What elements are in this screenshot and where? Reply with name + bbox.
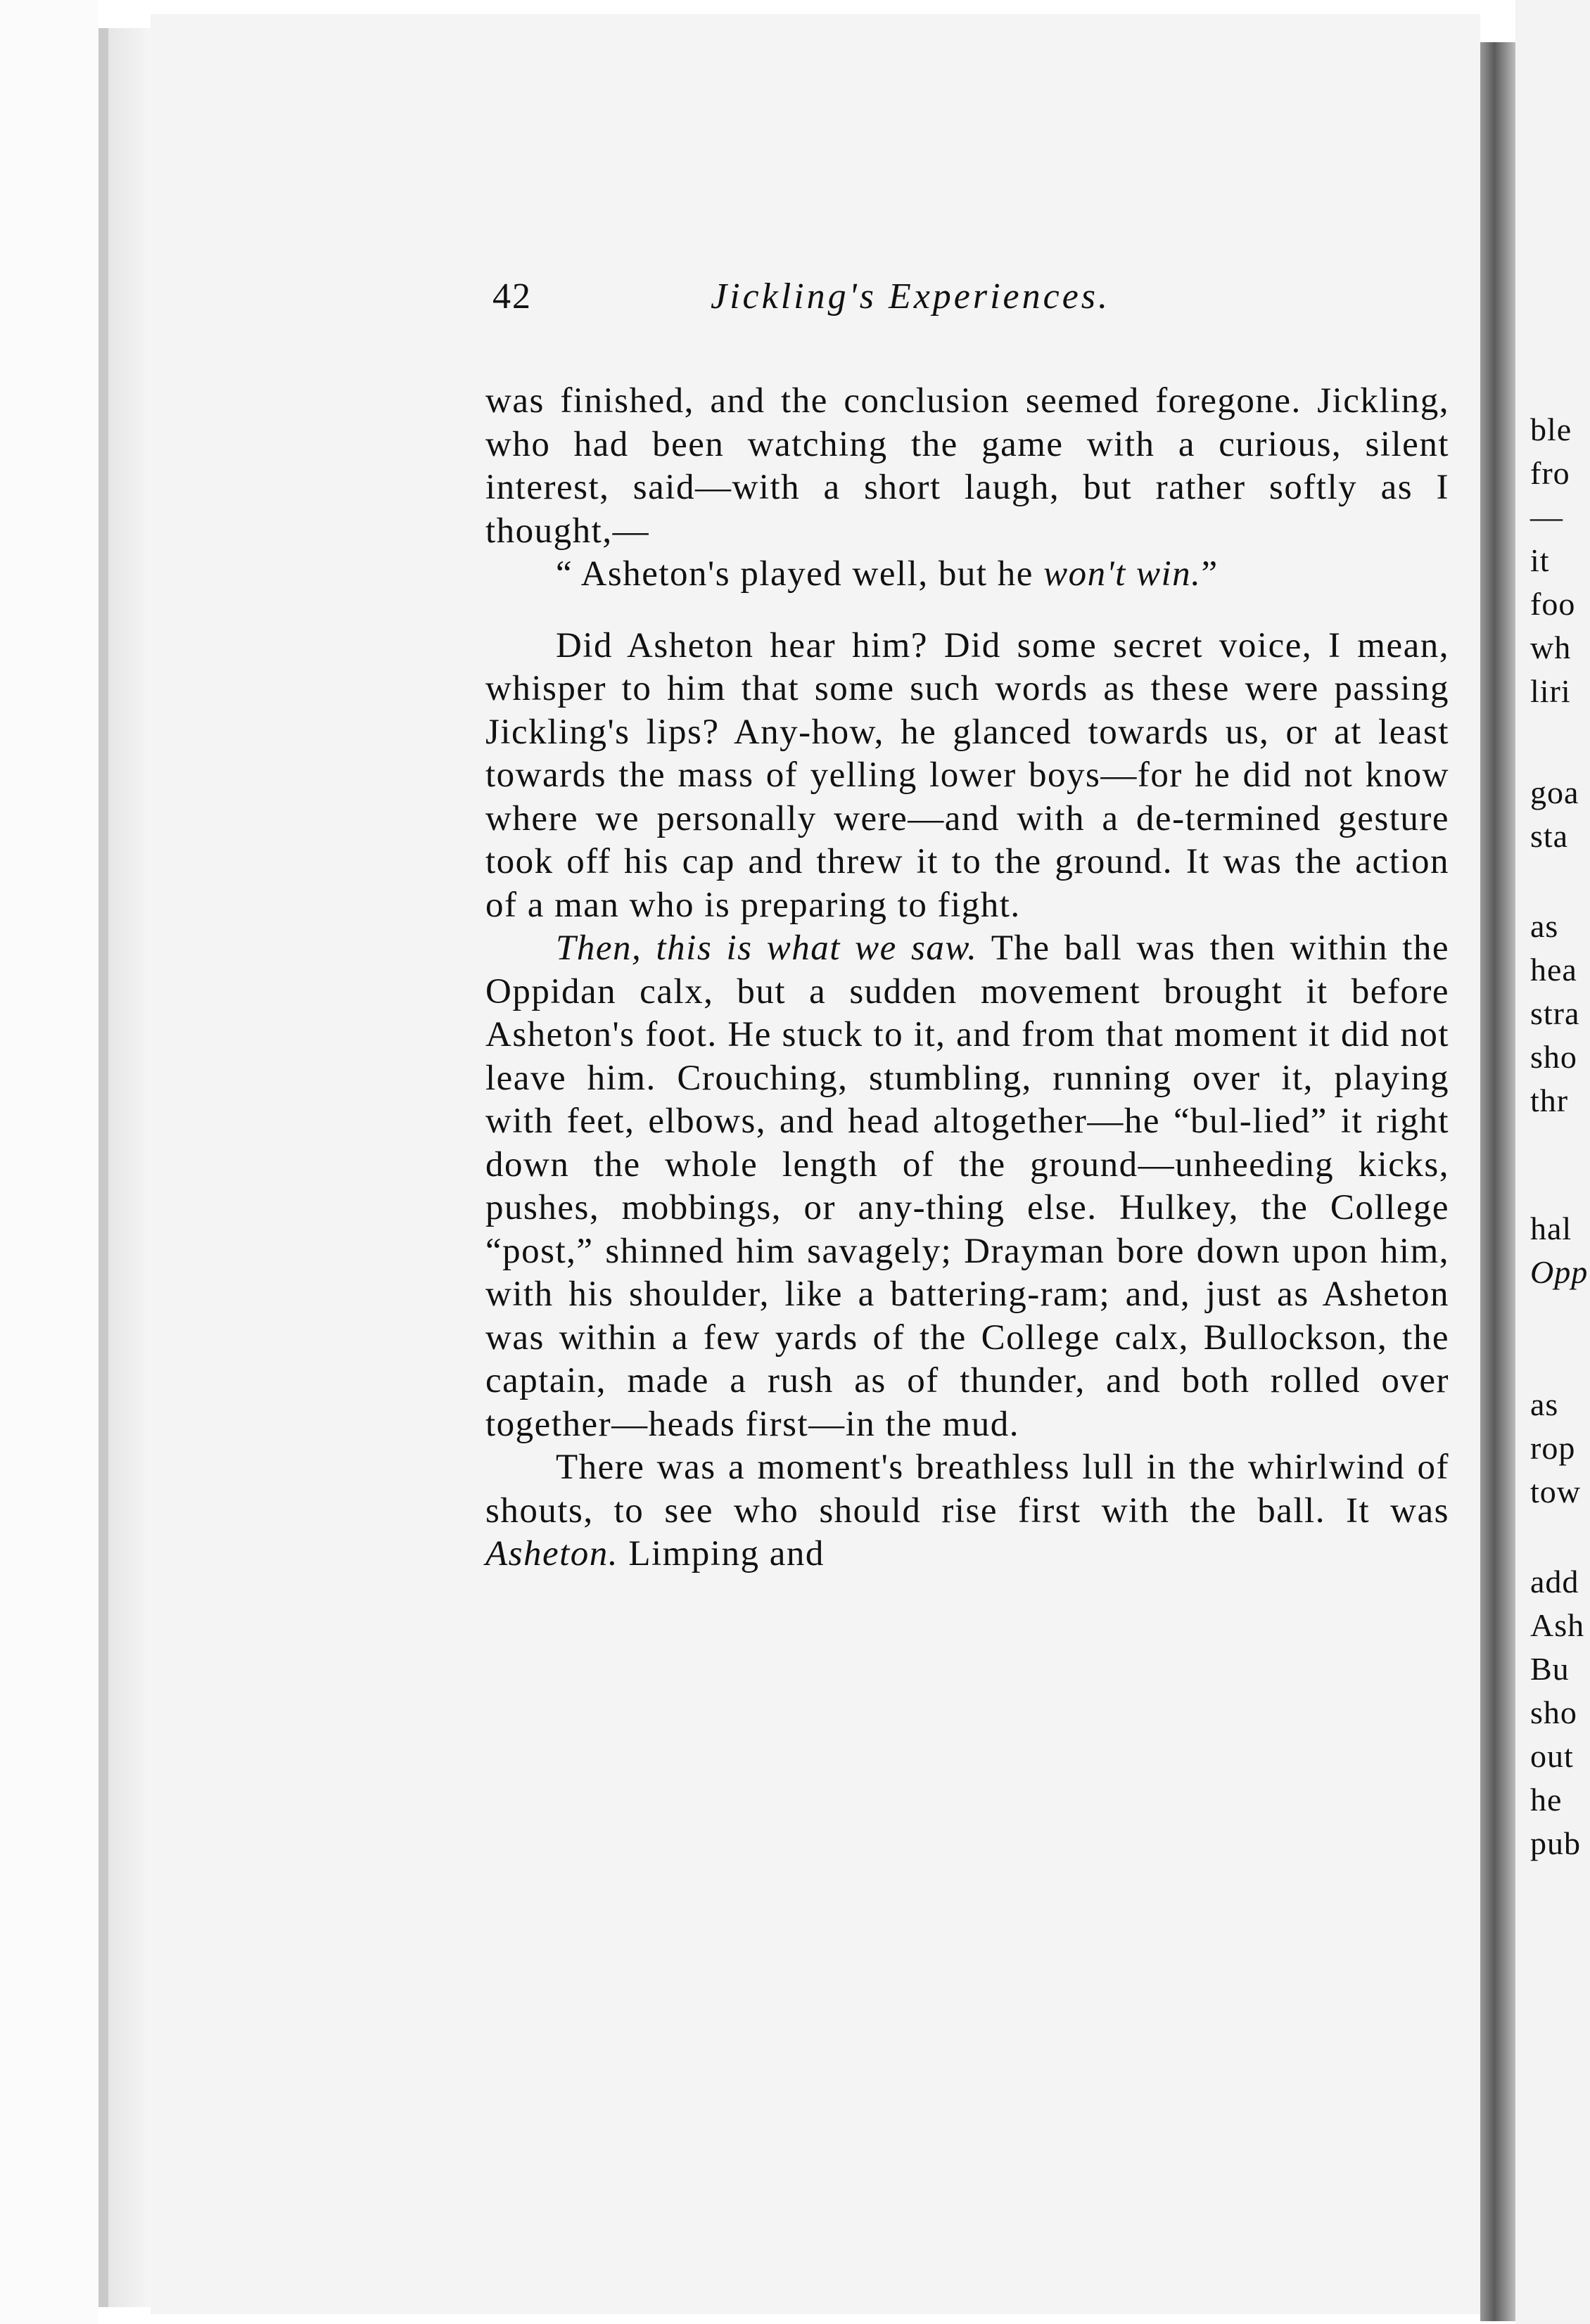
left-margin bbox=[0, 0, 98, 2324]
facing-page-fragment: stra bbox=[1530, 995, 1580, 1031]
facing-page-fragment: liri bbox=[1530, 673, 1571, 709]
facing-page-fragment: hal bbox=[1530, 1211, 1572, 1246]
quoted-speech: “ Asheton's played well, but he won't win.” bbox=[556, 554, 1219, 594]
facing-page-fragment: tow bbox=[1530, 1474, 1581, 1509]
facing-page-fragment: goa bbox=[1530, 774, 1579, 810]
facing-page-fragment: — bbox=[1530, 499, 1563, 535]
running-title: Jickling's Experiences. bbox=[711, 276, 1111, 317]
facing-page-fragment: sta bbox=[1530, 818, 1569, 854]
facing-page-fragment: it bbox=[1530, 542, 1550, 578]
facing-page-fragment: Opp bbox=[1530, 1254, 1589, 1290]
facing-page-fragment: he bbox=[1530, 1782, 1563, 1818]
page-header bbox=[492, 276, 1266, 325]
facing-page-fragment: pub bbox=[1530, 1825, 1581, 1861]
facing-page-fragment: as bbox=[1530, 1386, 1559, 1422]
facing-page-fragment: fro bbox=[1530, 455, 1570, 491]
paragraph: Did Asheton hear him? Did some secret voice, I mean, whisper to him that some such words as these were passing Jickling's lips? Any-how, he glanced towards us, or at least towards the mass of yelling lower boys—for he did not know where we personally were—and with a de-termined gesture took off his cap and threw it to the ground. It was the action of a man who is preparing to fight. bbox=[485, 625, 1449, 925]
facing-page-fragment: thr bbox=[1530, 1083, 1569, 1118]
page-shadow-left bbox=[108, 28, 151, 2307]
paragraph: Then, this is what we saw. The ball was then within the Oppidan calx, but a sudden movement brought it before Asheton's foot. He stuck to it, and from that moment it did not leave him. Crouching, stumbling, running over it, playing with feet, elbows, and head altogether—he “bul-lied” it right down the whole length of the ground—unheeding kicks, pushes, mobbings, or any-thing else. Hulkey, the College “post,” shinned him savagely; Drayman bore down upon him, with his shoulder, like a battering-ram; and, just as Asheton was within a few yards of the College calx, Bullockson, the captain, made a rush as of thunder, and both rolled over together—heads first—in the mud. bbox=[485, 928, 1450, 1444]
facing-page-fragment: hea bbox=[1530, 952, 1577, 988]
paragraph: was finished, and the conclusion seemed foregone. Jickling, who had been watching the game with a curious, silent interest, said—with a short laugh, but rather softly as I thought,— bbox=[485, 381, 1449, 551]
facing-page-fragment: sho bbox=[1530, 1694, 1577, 1730]
facing-page-fragment: sho bbox=[1530, 1039, 1577, 1075]
facing-page-fragment: rop bbox=[1530, 1430, 1576, 1466]
paragraph: There was a moment's breathless lull in the whirlwind of shouts, to see who should rise first with the ball. It was Asheton. Limping and bbox=[485, 1448, 1449, 1573]
facing-page-fragment: wh bbox=[1530, 630, 1572, 665]
facing-page-fragment: out bbox=[1530, 1738, 1574, 1774]
facing-page-fragment: ble bbox=[1530, 411, 1572, 447]
previous-page-edge bbox=[98, 28, 108, 2307]
page-number: 42 bbox=[492, 276, 532, 317]
facing-page-fragment: as bbox=[1530, 908, 1559, 944]
facing-page bbox=[1515, 0, 1590, 2324]
facing-page-fragment: add bbox=[1530, 1564, 1579, 1600]
facing-page-fragment: foo bbox=[1530, 586, 1576, 622]
body-text bbox=[485, 380, 1449, 1576]
facing-page-fragment: Bu bbox=[1530, 1651, 1570, 1687]
book-gutter bbox=[1480, 42, 1515, 2321]
facing-page-fragment: Ash bbox=[1530, 1607, 1585, 1643]
